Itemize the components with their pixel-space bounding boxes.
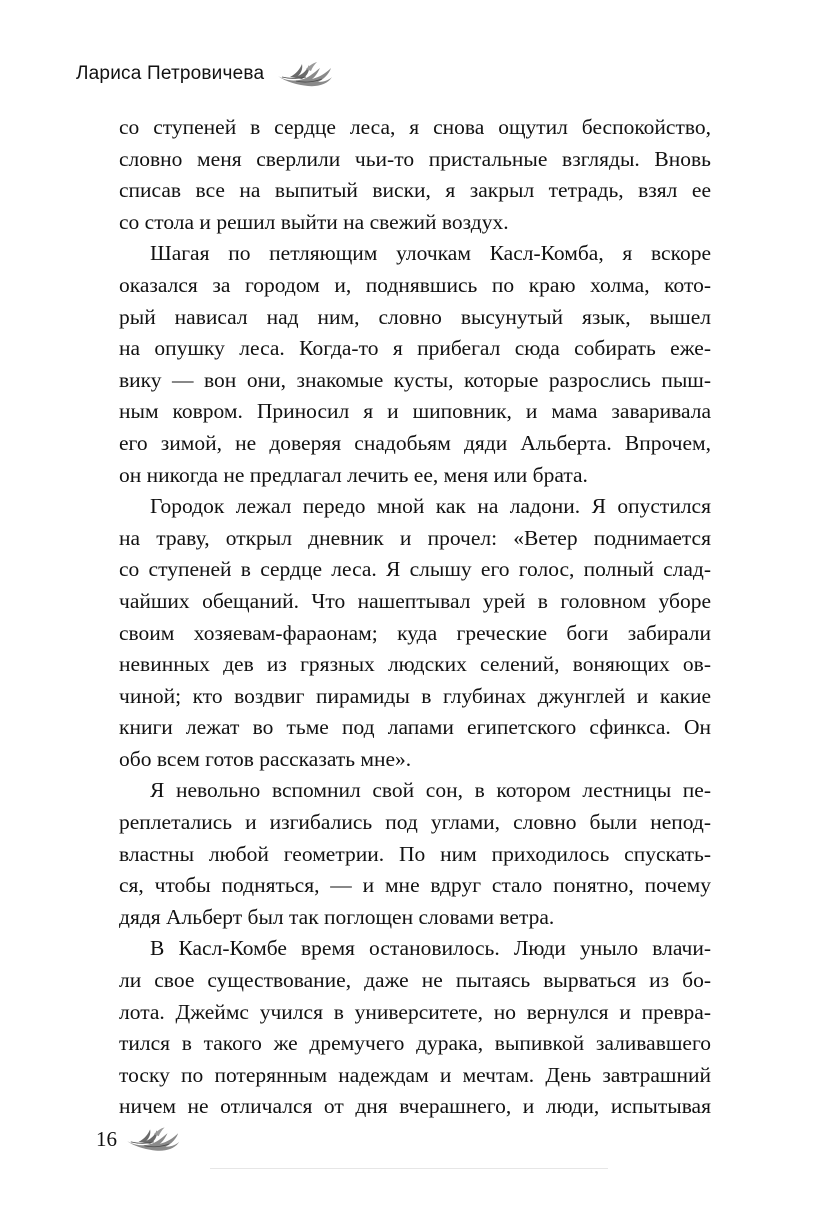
text-line: со ступеней в сердце леса. Я слышу его голос, полный слад- bbox=[119, 557, 711, 582]
text-line: Я невольно вспомнил свой сон, в котором лестницы пе- bbox=[150, 778, 711, 803]
text-line: со стола и решил выйти на свежий воздух. bbox=[119, 209, 509, 234]
text-line: невинных дев из грязных людских селений, воняющих ов- bbox=[119, 652, 711, 677]
text-line: Городок лежал передо мной как на ладони. Я опустился bbox=[150, 494, 711, 519]
text-line: властны любой геометрии. По ним приходилось спускать- bbox=[119, 841, 711, 866]
text-line: тоску по потерянным надеждам и мечтам. День завтрашний bbox=[119, 1062, 711, 1087]
wind-swirl-ornament-icon bbox=[276, 59, 334, 89]
wind-swirl-ornament-icon bbox=[125, 1124, 181, 1154]
text-line: ли свое существование, даже не пытаясь вырваться из бо- bbox=[119, 968, 711, 993]
running-head bbox=[76, 56, 334, 92]
text-line: со ступеней в сердце леса, я снова ощутил беспокойство, bbox=[119, 115, 711, 139]
text-line: на траву, открыл дневник и прочел: «Ветер поднимается bbox=[119, 525, 711, 550]
text-line: чайших обещаний. Что нашептывал урей в головном уборе bbox=[119, 588, 711, 613]
text-line: рый нависал над ним, словно высунутый язык, вышел bbox=[119, 304, 711, 329]
page-number: 16 bbox=[96, 1126, 117, 1151]
body-text bbox=[119, 112, 711, 1123]
text-line: ничем не отличался от дня вчерашнего, и люди, испытывая bbox=[119, 1094, 711, 1119]
text-line: чиной; кто воздвиг пирамиды в глубинах джунглей и какие bbox=[119, 683, 711, 708]
text-line: лота. Джеймс учился в университете, но вернулся и превра- bbox=[119, 999, 711, 1024]
text-line: ным ковром. Приносил я и шиповник, и мама заваривала bbox=[119, 399, 711, 424]
text-line: на опушку леса. Когда-то я прибегал сюда собирать еже- bbox=[119, 336, 711, 361]
text-line: списав все на выпитый виски, я закрыл тетрадь, взял ее bbox=[119, 178, 711, 203]
text-line: ся, чтобы подняться, — и мне вдруг стало понятно, почему bbox=[119, 873, 711, 898]
text-line: реплетались и изгибались под углами, словно были непод- bbox=[119, 810, 711, 835]
text-line: оказался за городом и, поднявшись по краю холма, кото- bbox=[119, 272, 711, 297]
text-line: его зимой, не доверяя снадобьям дяди Альберта. Впрочем, bbox=[119, 430, 711, 455]
page-folio bbox=[96, 1124, 181, 1154]
bottom-divider bbox=[210, 1168, 608, 1169]
author-name: Лариса Петровичева bbox=[76, 63, 265, 84]
text-line: книги лежат во тьме под лапами египетского сфинкса. Он bbox=[119, 715, 711, 740]
text-line: обо всем готов рассказать мне». bbox=[119, 746, 412, 771]
text-line: В Касл-Комбе время остановилось. Люди уныло влачи- bbox=[150, 936, 711, 961]
text-line: словно меня сверлили чьи-то пристальные взгляды. Вновь bbox=[119, 146, 711, 171]
text-line: вику — вон они, знакомые кусты, которые разрослись пыш- bbox=[119, 367, 711, 392]
text-line: своим хозяевам-фараонам; куда греческие боги забирали bbox=[119, 620, 711, 645]
text-line: тился в такого же дремучего дурака, выпивкой заливавшего bbox=[119, 1031, 711, 1056]
text-line: он никогда не предлагал лечить ее, меня или брата. bbox=[119, 462, 588, 487]
text-line: дядя Альберт был так поглощен словами ветра. bbox=[119, 904, 555, 929]
text-line: Шагая по петляющим улочкам Касл-Комба, я вскоре bbox=[150, 241, 711, 266]
